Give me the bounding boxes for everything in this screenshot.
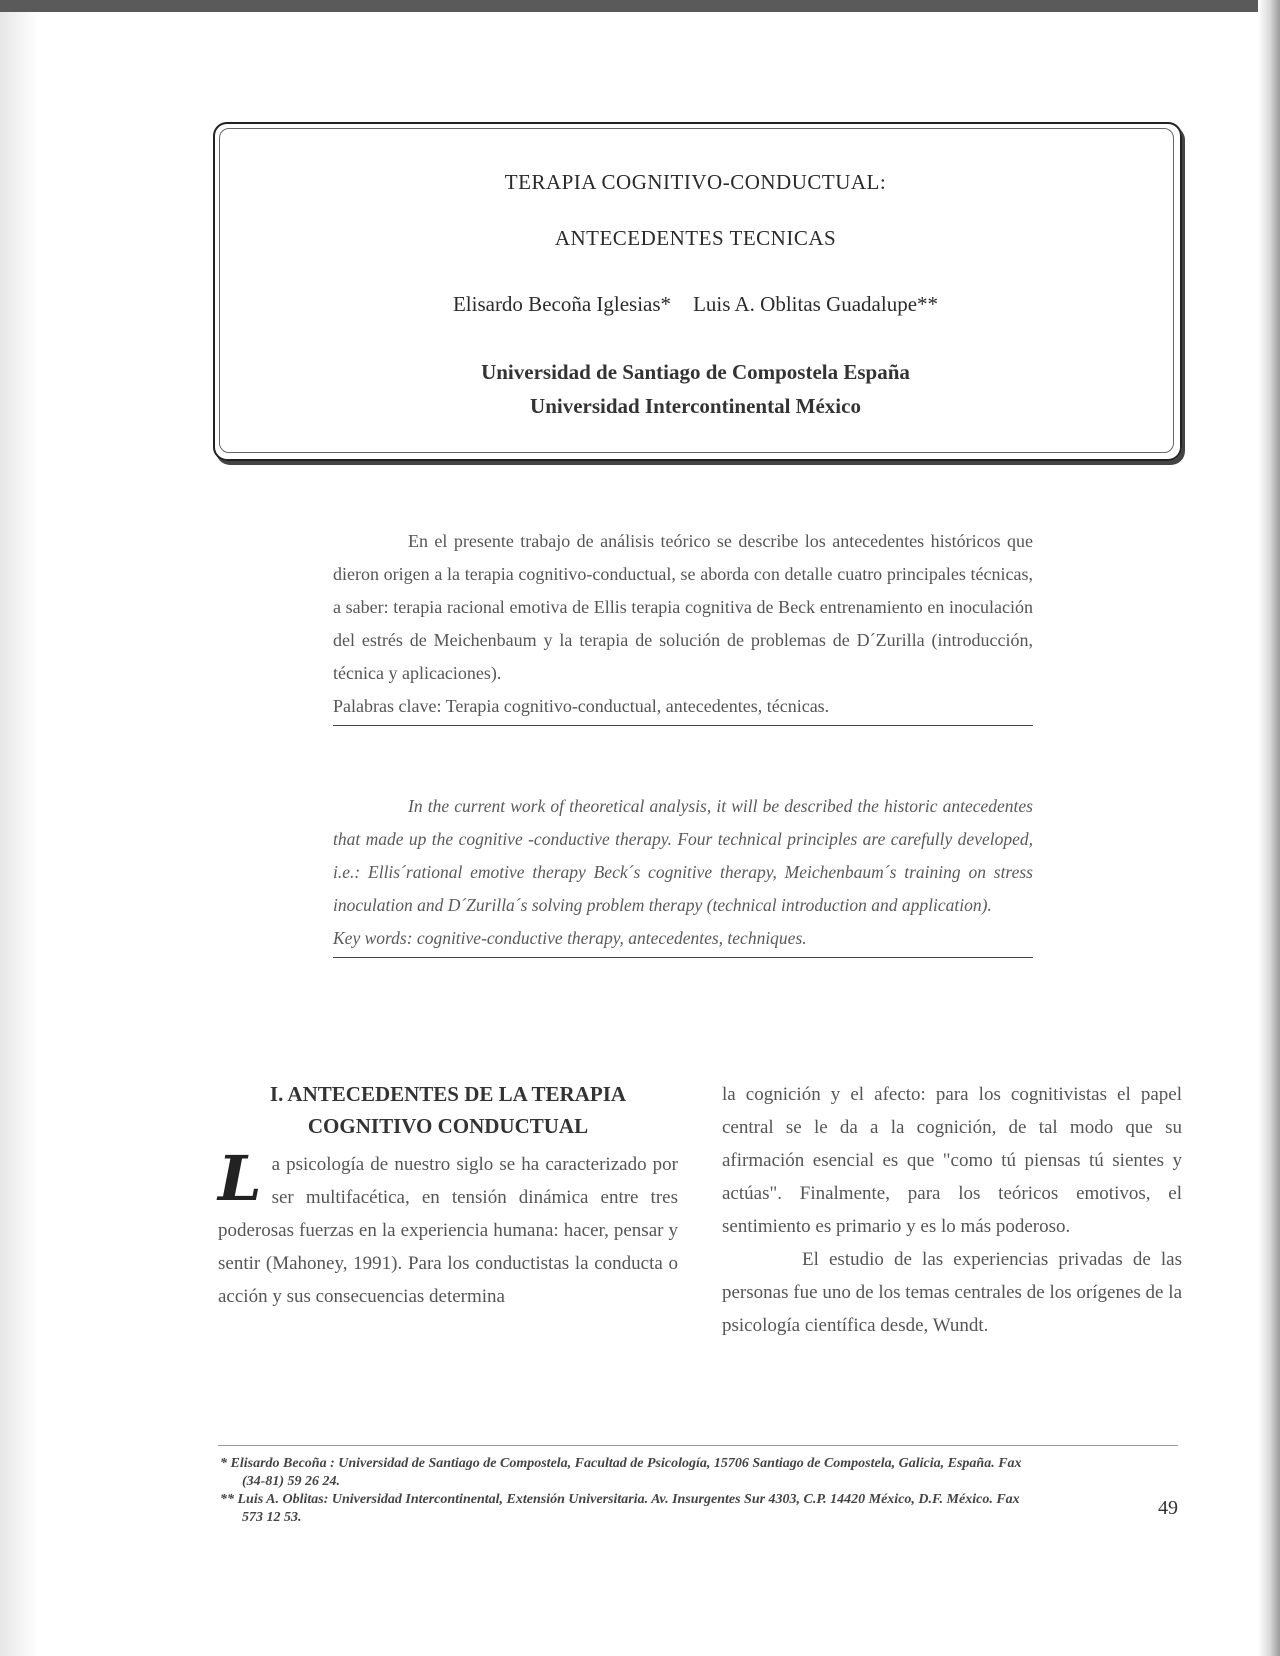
- scan-left-shadow: [0, 0, 38, 1656]
- paragraph-2-right: El estudio de las experiencias privadas de las personas fue uno de los temas centrales de los orígenes de la psicología científica desde, Wundt.: [722, 1249, 1182, 1336]
- paragraph-1-right: la cognición y el afecto: para los cognitivistas el papel central se le da a la cognición, de tal modo que su afirmación esencial es que "como tú piensas tú sientes y actúas". Finalmente, para los teóricos emotivos, el sentimiento es primario y es lo más poderoso.: [722, 1084, 1182, 1237]
- footnote-1: * Elisardo Becoña : Universidad de Santiago de Compostela, Facultad de Psicología, 15706 Santiago de Compostela, Galicia, España. Fax (34-81) 59 26 24.: [220, 1456, 1022, 1489]
- footnote-rule: [218, 1445, 1178, 1446]
- abstract-en-text: In the current work of theoretical analysis, it will be described the historic antecedentes that made up the cognitive -conductive therapy. Four technical principles are carefully developed, i.e.: Ellis´rational emotive therapy Beck´s cognitive therapy, Meichenbaum´s training on stress inoculation and D´Zurilla´s solving problem therapy (technical introduction and application).: [333, 796, 1033, 915]
- author-2: Luis A. Oblitas Guadalupe**: [693, 292, 939, 316]
- abstract-es-keywords: Palabras clave: Terapia cognitivo-conductual, antecedentes, técnicas.: [333, 690, 1033, 726]
- column-right: [722, 1078, 1182, 1342]
- drop-cap: L: [218, 1142, 262, 1215]
- title-block: [213, 122, 1178, 457]
- paragraph-1-left: [218, 1142, 678, 1313]
- footnote-2: ** Luis A. Oblitas: Universidad Intercontinental, Extensión Universitaria. Av. Insurgentes Sur 4303, C.P. 14420 México, D.F. México. Fax 573 12 53.: [220, 1492, 1020, 1525]
- authors: [213, 292, 1178, 317]
- column-left: [218, 1078, 678, 1313]
- abstract-spanish: [333, 525, 1033, 726]
- section-heading: [218, 1078, 678, 1142]
- page-number: 49: [1158, 1497, 1178, 1519]
- section-heading-line-2: COGNITIVO CONDUCTUAL: [307, 1114, 589, 1138]
- affiliation-2: Universidad Intercontinental México: [530, 394, 861, 418]
- scan-right-edge: [1258, 0, 1280, 1656]
- scan-top-edge: [0, 0, 1280, 12]
- paragraph-1-left-text: a psicología de nuestro siglo se ha caracterizado por ser multifacética, en tensión dinámica entre tres poderosas fuerzas en la experiencia humana: hacer, pensar y sentir (Mahoney, 1991). Para los conductistas la conducta o acción y sus consecuencias determina: [218, 1154, 678, 1307]
- abstract-en-keywords: Key words: cognitive-conductive therapy, antecedentes, techniques.: [333, 922, 1033, 958]
- footnotes: [218, 1455, 1038, 1527]
- section-heading-line-1: I. ANTECEDENTES DE LA TERAPIA: [269, 1082, 627, 1106]
- abstract-es-text: En el presente trabajo de análisis teórico se describe los antecedentes históricos que dieron origen a la terapia cognitivo-conductual, se aborda con detalle cuatro principales técnicas, a saber: terapia racional emotiva de Ellis terapia cognitiva de Beck entrenamiento en inoculación del estrés de Meichenbaum y la terapia de solución de problemas de D´Zurilla (introducción, técnica y aplicaciones).: [333, 531, 1033, 683]
- article-title-line-2: ANTECEDENTES TECNICAS: [554, 226, 837, 250]
- author-1: Elisardo Becoña Iglesias*: [452, 292, 672, 316]
- article-title-line-1: TERAPIA COGNITIVO-CONDUCTUAL:: [504, 170, 887, 194]
- affiliation-1: Universidad de Santiago de Compostela España: [481, 360, 910, 384]
- abstract-english: [333, 790, 1033, 958]
